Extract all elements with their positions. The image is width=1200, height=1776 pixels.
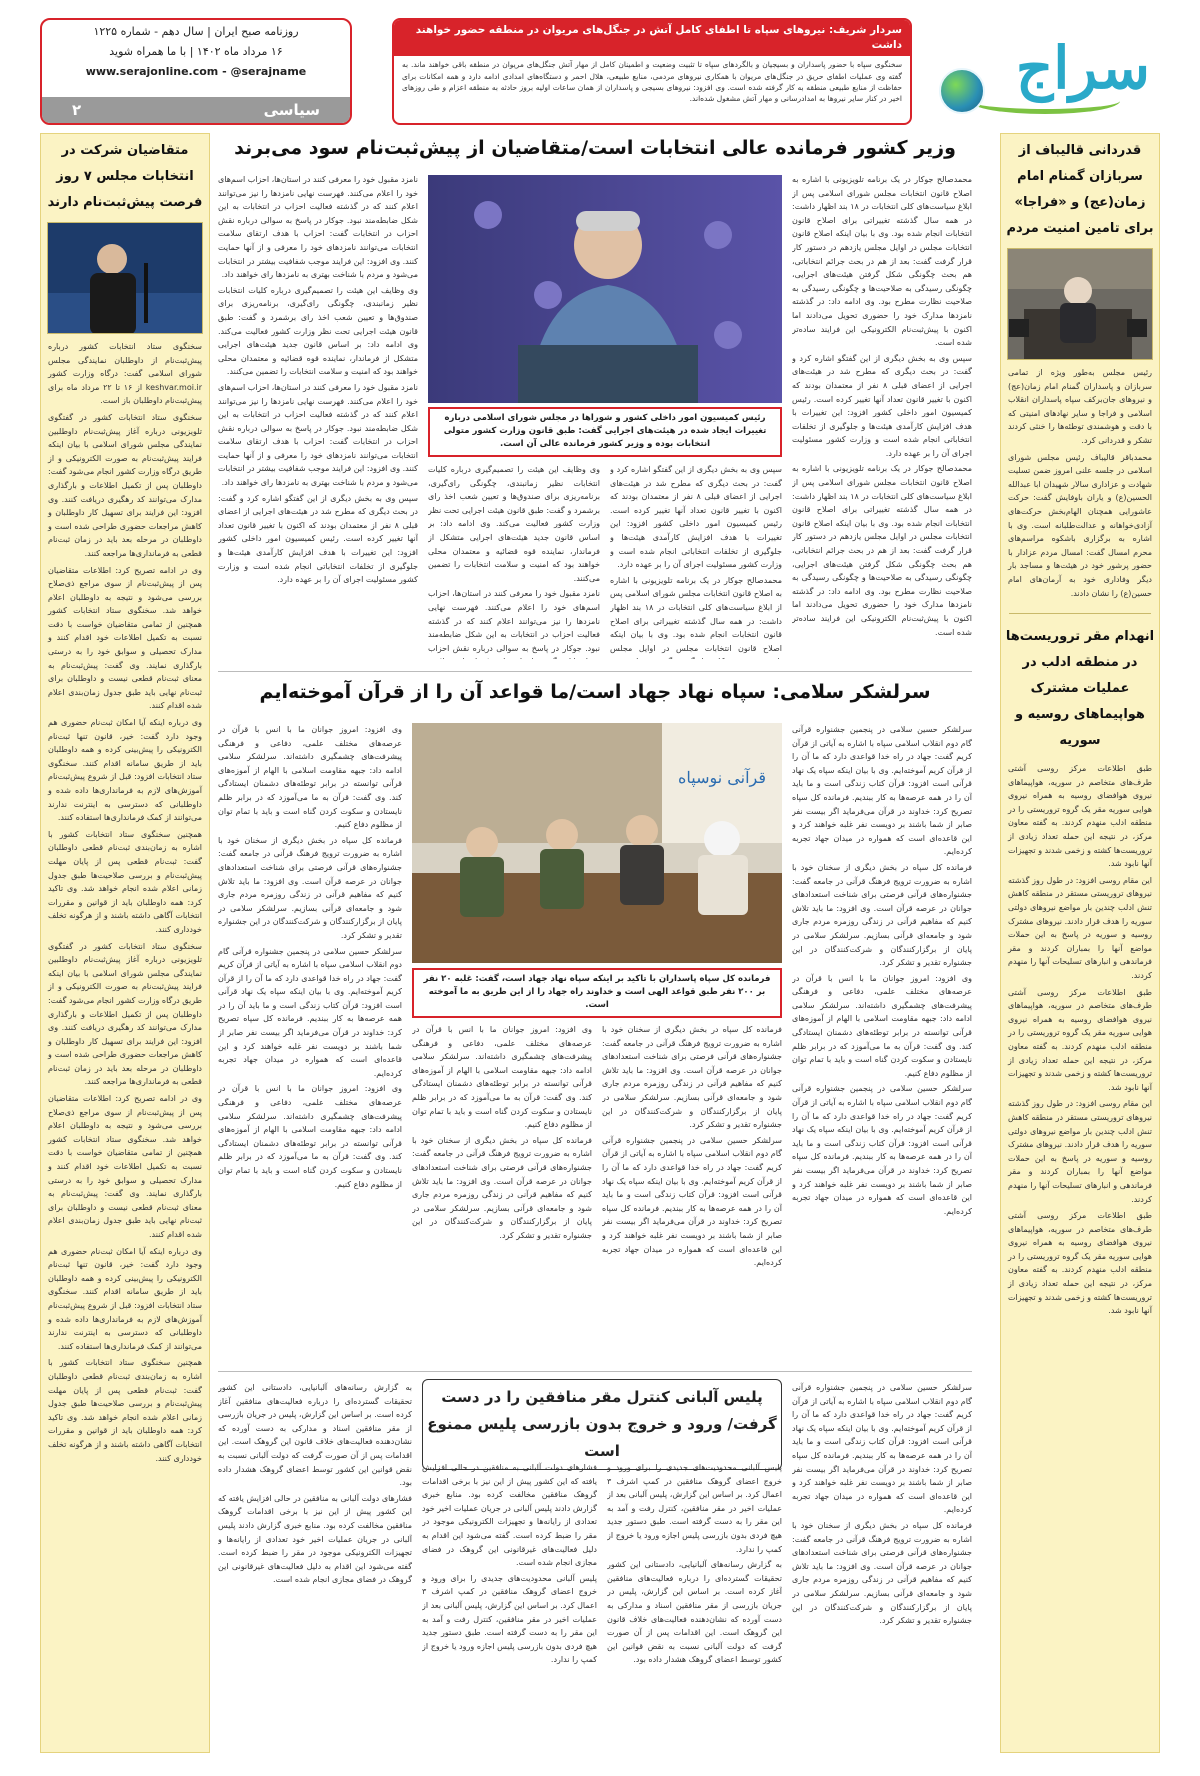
side-article-photo (47, 222, 203, 334)
paragraph: وی افزود: امروز جوانان ما با انس با قرآن در عرصه‌های مختلف علمی، دفاعی و فرهنگی پیشرفت‌های چشمگیری داشته‌اند. سرلشکر سلامی ادامه داد: جبهه مقاومت اسلامی با الهام از آموزه‌های قرآنی توانسته در برابر توطئه‌های دشمنان ایستادگی کند. وی گفت: قرآن به ما می‌آموزد که در برابر ظلم نایستادن و سکوت کردن گناه است و باید با تمام توان از مظلوم دفاع کنیم. (792, 973, 972, 1078)
paragraph: سرلشکر حسین سلامی در پنجمین جشنواره قرآنی گام دوم انقلاب اسلامی سپاه با اشاره به آیاتی از قرآن کریم گفت: جهاد در راه خدا قواعدی دارد که ما آن را از قرآن کریم آموخته‌ایم. وی با بیان اینکه سپاه یک نهاد قرآنی است افزود: قرآن کتاب زندگی است و ما باید آن را در همه عرصه‌ها به کار ببندیم. فرمانده کل سپاه تصریح کرد: خداوند در قرآن می‌فرماید اگر بیست نفر صابر از شما باشند بر دویست نفر غلبه خواهند کرد و این قاعده‌ای است که همواره در میدان جهاد تجربه کرده‌ایم. (602, 1135, 782, 1268)
paragraph: محمدصالح جوکار در یک برنامه تلویزیونی با اشاره به اصلاح قانون انتخابات مجلس شورای اسلامی پس از ابلاغ سیاست‌های کلی انتخابات در ۱۸ بند اظهار داشت: در همه سال گذشته تغییراتی برای اصلاح قانون انتخابات انجام شده بود. وی با بیان اینکه اصلاح قانون انتخابات مجلس در اوایل مجلس یازدهم در دستور کار قرار گرفت گفت: بعد از هم در بحث جرائم انتخاباتی، هم بحث چگونگی شکل گرفتن هیئت‌های اجرایی، چگونگی رسیدگی به صلاحیت‌ها و چگونگی رسیدگی به صلاحیت نظارت مطرح بود. وی ادامه داد: در گذشته نامزدها مدارک خود را حضوری تحویل می‌دادند اما اکنون با پیش‌ثبت‌نام الکترونیکی این فرایند ساده‌تر شده است. (792, 175, 972, 348)
paragraph: سخنگوی ستاد انتخابات کشور در گفتگوی تلویزیونی درباره آغاز پیش‌ثبت‌نام داوطلبین نمایندگی مجلس شورای اسلامی با بیان اینکه فرایند پیش‌ثبت‌نام به صورت الکترونیکی و از طریق درگاه وزارت کشور انجام می‌شود گفت: داوطلبان پس از تکمیل اطلاعات و بارگذاری مدارک می‌توانند کد رهگیری دریافت کنند. وی افزود: این فرایند برای تسهیل کار داوطلبان و کاهش مراجعات حضوری طراحی شده است و داوطلبان در مرحله بعد باید در زمان ثبت‌نام قطعی به فرمانداری‌ها مراجعه کنند. (48, 941, 202, 1087)
photo-caption: فرمانده کل سپاه پاسداران با تاکید بر اینکه سپاه نهاد جهاد است، گفت: غلبه ۲۰ نفر بر ۲۰۰ نفر طبق قواعد الهی است و خداوند راه جهاد را از این طریق به ما آموخته است. (412, 968, 782, 1018)
paragraph: سرلشکر حسین سلامی در پنجمین جشنواره قرآنی گام دوم انقلاب اسلامی سپاه با اشاره به آیاتی از قرآن کریم گفت: جهاد در راه خدا قواعدی دارد که ما آن را از قرآن کریم آموخته‌ایم. وی با بیان اینکه سپاه یک نهاد قرآنی است افزود: قرآن کتاب زندگی است و ما باید آن را در همه عرصه‌ها به کار ببندیم. فرمانده کل سپاه تصریح کرد: خداوند در قرآن می‌فرماید اگر بیست نفر صابر از شما باشند بر دویست نفر غلبه خواهند کرد و این قاعده‌ای است که همواره در میدان جهاد تجربه کرده‌ایم. (792, 725, 972, 857)
paragraph: پلیس آلبانی محدودیت‌های جدیدی را برای ورود و خروج اعضای گروهک منافقین در کمپ اشرف ۳ اعمال کرد. بر اساس این گزارش، پلیس آلبانی بعد از عملیات اخیر در مقر منافقین، کنترل رفت و آمد به این مقر را به دست گرفته است. طبق دستور جدید هیچ فردی بدون بازرسی پلیس اجازه ورود یا خروج از کمپ را ندارد. (607, 1463, 782, 1554)
divider (218, 671, 972, 672)
left-side-column (40, 133, 210, 1753)
article-column (792, 1381, 972, 1751)
paragraph: وی در ادامه تصریح کرد: اطلاعات متقاضیان پس از پیش‌ثبت‌نام از سوی مراجع ذی‌صلاح بررسی می‌شود و نتیجه به داوطلبان اعلام خواهد شد. سخنگوی ستاد انتخابات کشور همچنین از تمامی متقاضیان خواست با دقت نسبت به تکمیل اطلاعات خود اقدام کنند و مدارک تحصیلی و سوابق خود را به درستی بارگذاری نمایند. وی گفت: پیش‌ثبت‌نام به معنای ثبت‌نام قطعی نیست و داوطلبان برای ثبت‌نام نهایی باید طبق جدول زمان‌بندی اعلام شده اقدام کنند. (48, 565, 202, 711)
paragraph: سپس وی به بخش دیگری از این گفتگو اشاره کرد و گفت: در بحث دیگری که مطرح شد در هیئت‌های اجرایی از اعضای قبلی ۸ نفر از معتمدان بودند که اکنون با تغییر قانون تعداد آنها تغییر کرده است. رئیس کمیسیون امور داخلی کشور افزود: این تغییرات با هدف افزایش کارآمدی هیئت‌ها و جلوگیری از تخلفات انتخاباتی انجام شده است و وزارت کشور مسئولیت اجرای آن را بر عهده دارد. (218, 493, 418, 585)
paragraph: محمدباقر قالیباف رئیس مجلس شورای اسلامی در جلسه علنی امروز ضمن تسلیت شهادت و عزاداری سالار شهیدان ابا عبدالله الحسین(ع) و یاران باوفایش گفت: حرکت عاشورایی همچنان الهام‌بخش حرکت‌های آزادی‌خواهانه و عدالت‌طلبانه است. وی با اشاره به برگزاری باشکوه مراسم‌های محرم امسال گفت: امسال مردم عزادار با حضور پرشور خود در هیئت‌ها و مساجد بار دیگر وفاداری خود به آرمان‌های امام حسین(ع) را نشان دادند. (1008, 452, 1152, 598)
logo-text: سراج (1015, 34, 1150, 102)
article-photo (428, 175, 782, 403)
article-column (218, 1381, 412, 1751)
section-bar (42, 97, 350, 123)
paragraph: سپس وی به بخش دیگری از این گفتگو اشاره کرد و گفت: در بحث دیگری که مطرح شد در هیئت‌های اجرایی از اعضای قبلی ۸ نفر از معتمدان بودند که اکنون با تغییر قانون تعداد آنها تغییر کرده است. رئیس کمیسیون امور داخلی کشور افزود: این تغییرات با هدف افزایش کارآمدی هیئت‌ها و جلوگیری از تخلفات انتخاباتی انجام شده است و وزارت کشور مسئولیت اجرای آن را بر عهده دارد. (792, 353, 972, 458)
side-article-title[interactable]: متقاضیان شرکت در انتخابات مجلس ۷ روز فرصت پیش‌ثبت‌نام دارند (47, 143, 203, 210)
top-news-box[interactable] (392, 18, 912, 125)
photo-caption: رئیس کمیسیون امور داخلی کشور و شوراها در مجلس شورای اسلامی درباره تغییرات ایجاد شده در هیئت‌های اجرایی گفت: طبق قانون وزارت کشور متولی انتخابات بوده و وزیر کشور فرمانده عالی آن است. (428, 407, 782, 457)
paragraph: فرمانده کل سپاه در بخش دیگری از سخنان خود با اشاره به ضرورت ترویج فرهنگ قرآنی در جامعه گفت: جشنواره‌های قرآنی فرصتی برای شناخت استعدادهای جوانان در عرصه قرآن است. وی افزود: ما باید تلاش کنیم که مفاهیم قرآنی در زندگی روزمره مردم جاری شود و جامعه‌ای قرآنی بسازیم. سرلشکر سلامی در پایان از برگزارکنندگان و شرکت‌کنندگان در این جشنواره تقدیر و تشکر کرد. (792, 862, 972, 968)
paragraph: همچنین سخنگوی ستاد انتخابات کشور با اشاره به زمان‌بندی ثبت‌نام قطعی داوطلبان گفت: ثبت‌نام قطعی پس از پایان مهلت پیش‌ثبت‌نام و بررسی صلاحیت‌ها طبق جدول زمانی اعلام شده انجام خواهد شد. وی تاکید کرد: همه داوطلبان باید از قوانین و مقررات انتخابات آگاهی داشته باشند و از هرگونه تخلف خودداری کنند. (48, 829, 202, 934)
paragraph: سرلشکر حسین سلامی در پنجمین جشنواره قرآنی گام دوم انقلاب اسلامی سپاه با اشاره به آیاتی از قرآن کریم گفت: جهاد در راه خدا قواعدی دارد که ما آن را از قرآن کریم آموخته‌ایم. وی با بیان اینکه سپاه یک نهاد قرآنی است افزود: قرآن کتاب زندگی است و ما باید آن را در همه عرصه‌ها به کار ببندیم. فرمانده کل سپاه تصریح کرد: خداوند در قرآن می‌فرماید اگر بیست نفر صابر از شما باشند بر دویست نفر غلبه خواهند کرد و این قاعده‌ای است که همواره در میدان جهاد تجربه کرده‌ایم. (792, 1084, 972, 1216)
ceremony-photo (412, 723, 782, 963)
paragraph: طبق اطلاعات مرکز روسی آشتی طرف‌های متخاصم در سوریه، هواپیماهای نیروی هوافضای روسیه به همراه نیروی هوایی سوریه مقر یک گروه تروریستی را در منطقه ادلب منهدم کردند. به گفته معاون مرکز، در نتیجه این حمله تعداد زیادی از تروریست‌ها کشته و زخمی شدند و تجهیزات آنها نابود شد. (1008, 1211, 1152, 1316)
side-article-body (1001, 362, 1159, 607)
section-name: سیاسی (263, 101, 320, 119)
right-side-column (1000, 133, 1160, 1753)
top-news-body: سخنگوی سپاه با حضور پاسداران و بسیجیان و بالگردهای سپاه تا تثبیت وضعیت و اطمینان کامل از مهار آتش جنگل‌های مریوان در منطقه باقی خواهند ماند. به گفته وی عملیات اطفای حریق در جنگل‌های مریوان با همکاری نیروهای مردمی، منابع طبیعی، هلال احمر و دستگاه‌های امدادی ادامه دارد و همه امکانات برای حفاظت از منابع طبیعی منطقه به کار گرفته شده است. وی افزود: نیروهای بسیجی و پاسداران از همان ساعات اولیه بروز حادثه به منطقه اعزام و طی روزهای اخیر در کنار سایر نیروها به امدادرسانی و مهار آتش مشغول شده‌اند. (402, 60, 902, 104)
paragraph: نامزد مقبول خود را معرفی کنند در استان‌ها، احزاب اسم‌های خود را اعلام می‌کنند. فهرست نهایی نامزدها را نیز می‌توانند اعلام کنند که در گذشته فعالیت احزاب در انتخابات به این شکل ضابطه‌مند نبود. جوکار در پاسخ به سوالی درباره نقش احزاب در انتخابات گفت: احزاب با هدف ارتقای سلامت انتخابات می‌توانند نامزدهای خود را معرفی و از آنها حمایت کنند. وی افزود: این فرایند موجب شفافیت بیشتر در انتخابات می‌شود و مردم با شناخت بهتری به نامزدها رای خواهند داد. (218, 382, 418, 488)
spokesman-photo (47, 223, 202, 334)
top-news-title: سردار شریف: نیروهای سپاه تا اطفای کامل آتش در جنگل‌های مریوان در منطقه حضور خواهند داشت (394, 20, 910, 56)
paragraph: وی در ادامه تصریح کرد: اطلاعات متقاضیان پس از پیش‌ثبت‌نام از سوی مراجع ذی‌صلاح بررسی می‌شود و نتیجه به داوطلبان اعلام خواهد شد. سخنگوی ستاد انتخابات کشور همچنین از تمامی متقاضیان خواست با دقت نسبت به تکمیل اطلاعات خود اقدام کنند و مدارک تحصیلی و سوابق خود را به درستی بارگذاری نمایند. وی گفت: پیش‌ثبت‌نام به معنای ثبت‌نام قطعی نیست و داوطلبان برای ثبت‌نام نهایی باید طبق جدول زمان‌بندی اعلام شده اقدام کنند. (48, 1094, 202, 1239)
divider (218, 1371, 972, 1372)
paragraph: وی افزود: امروز جوانان ما با انس با قرآن در عرصه‌های مختلف علمی، دفاعی و فرهنگی پیشرفت‌های چشمگیری داشته‌اند. سرلشکر سلامی ادامه داد: جبهه مقاومت اسلامی با الهام از آموزه‌های قرآنی توانسته در برابر توطئه‌های دشمنان ایستادگی کند. وی گفت: قرآن به ما می‌آموزد که در برابر ظلم نایستادن و سکوت کردن گناه است و باید با تمام توان از مظلوم دفاع کنیم. (412, 1025, 592, 1130)
paragraph: این مقام روسی افزود: در طول روز گذشته نیروهای تروریستی مستقر در منطقه کاهش تنش ادلب چندین بار مواضع نیروهای دولتی سوریه را هدف قرار دادند. نیروهای مشترک روسیه و سوریه در پاسخ به این حملات مواضع آنها را بمباران کردند و مقر فرماندهی و انبارهای تسلیحات آنها را منهدم کردند. (1008, 1099, 1152, 1204)
paragraph: وی افزود: امروز جوانان ما با انس با قرآن در عرصه‌های مختلف علمی، دفاعی و فرهنگی پیشرفت‌های چشمگیری داشته‌اند. سرلشکر سلامی ادامه داد: جبهه مقاومت اسلامی با الهام از آموزه‌های قرآنی توانسته در برابر توطئه‌های دشمنان ایستادگی کند. وی گفت: قرآن به ما می‌آموزد که در برابر ظلم نایستادن و سکوت کردن گناه است و باید با تمام توان از مظلوم دفاع کنیم. (218, 725, 402, 830)
divider (1009, 613, 1151, 614)
paragraph: نامزد مقبول خود را معرفی کنند در استان‌ها، احزاب اسم‌های خود را اعلام می‌کنند. فهرست نهایی نامزدها را نیز می‌توانند اعلام کنند که در گذشته فعالیت احزاب در انتخابات به این شکل ضابطه‌مند نبود. جوکار در پاسخ به سوالی درباره نقش احزاب در انتخابات گفت: احزاب با هدف ارتقای سلامت انتخابات می‌توانند نامزدهای خود را معرفی و از آنها حمایت کنند. وی افزود: این فرایند موجب شفافیت بیشتر در انتخابات می‌شود و مردم با شناخت بهتری به نامزدها رای خواهند داد. (218, 175, 418, 280)
article-headline[interactable]: پلیس آلبانی کنترل مقر منافقین را در دست گرفت/ ورود و خروج بدون بازرسی پلیس ممنوع است (422, 1379, 782, 1470)
paragraph: محمدصالح جوکار در یک برنامه تلویزیونی با اشاره به اصلاح قانون انتخابات مجلس شورای اسلامی پس از ابلاغ سیاست‌های کلی انتخابات در ۱۸ بند اظهار داشت: در همه سال گذشته تغییراتی برای اصلاح قانون انتخابات انجام شده بود. وی با بیان اینکه اصلاح قانون انتخابات مجلس در اوایل مجلس یازدهم در دستور کار قرار گرفت گفت: بعد از هم در بحث جرائم انتخاباتی، هم بحث چگونگی شکل گرفتن هیئت‌های اجرایی، چگونگی رسیدگی به صلاحیت‌ها و چگونگی رسیدگی به صلاحیت نظارت مطرح بود. وی ادامه داد: در گذشته نامزدها مدارک خود را حضوری تحویل می‌دادند اما اکنون با پیش‌ثبت‌نام الکترونیکی این فرایند ساده‌تر شده است. (792, 464, 972, 637)
paragraph: فرمانده کل سپاه در بخش دیگری از سخنان خود با اشاره به ضرورت ترویج فرهنگ قرآنی در جامعه گفت: جشنواره‌های قرآنی فرصتی برای شناخت استعدادهای جوانان در عرصه قرآن است. وی افزود: ما باید تلاش کنیم که مفاهیم قرآنی در زندگی روزمره مردم جاری شود و جامعه‌ای قرآنی بسازیم. سرلشکر سلامی در پایان از برگزارکنندگان و شرکت‌کنندگان در این جشنواره تقدیر و تشکر کرد. (412, 1135, 592, 1240)
article-column (610, 463, 782, 659)
paragraph: وی وظایف این هیئت را تصمیم‌گیری درباره کلیات انتخابات نظیر زمانبندی، چگونگی رای‌گیری، برنامه‌ریزی برای صندوق‌ها و تعیین شعب اخذ رای برشمرد و گفت: طبق قانون هیئت اجرایی تحت نظر وزارت کشور فعالیت می‌کند. وی ادامه داد: بر اساس قانون جدید هیئت‌های اجرایی متشکل از فرماندار، نماینده قوه قضائیه و معتمدان محلی خواهند بود که امنیت و سلامت انتخابات را تضمین می‌کنند. (218, 285, 418, 377)
page-number: ۲ (72, 101, 82, 119)
article-headline[interactable]: سرلشکر سلامی: سپاه نهاد جهاد است/ما قواعد آن را از قرآن آموخته‌ایم (259, 681, 931, 703)
website-link[interactable]: www.serajonline.com - @serajname (85, 64, 307, 78)
paragraph: طبق اطلاعات مرکز روسی آشتی طرف‌های متخاصم در سوریه، هواپیماهای نیروی هوافضای روسیه به همراه نیروی هوایی سوریه مقر یک گروه تروریستی را در منطقه ادلب منهدم کردند. به گفته معاون مرکز، در نتیجه این حمله تعداد زیادی از تروریست‌ها کشته و زخمی شدند و تجهیزات آنها نابود شد. (1008, 987, 1152, 1092)
paragraph: محمدصالح جوکار در یک برنامه تلویزیونی با اشاره به اصلاح قانون انتخابات مجلس شورای اسلامی پس از ابلاغ سیاست‌های کلی انتخابات در ۱۸ بند اظهار داشت: در همه سال گذشته تغییراتی برای اصلاح قانون انتخابات انجام شده بود. وی با بیان اینکه اصلاح قانون انتخابات مجلس در اوایل مجلس (610, 575, 782, 653)
globe-icon (939, 68, 985, 114)
side-article-title[interactable]: انهدام مقر تروریست‌ها در منطقه ادلب در عملیات مشترک هواپیماهای روسیه و سوریه (1005, 629, 1155, 749)
paragraph: سرلشکر حسین سلامی در پنجمین جشنواره قرآنی گام دوم انقلاب اسلامی سپاه با اشاره به آیاتی از قرآن کریم گفت: جهاد در راه خدا قواعدی دارد که ما آن را از قرآن کریم آموخته‌ایم. وی با بیان اینکه سپاه یک نهاد قرآنی است افزود: قرآن کتاب زندگی است و ما باید آن را در همه عرصه‌ها به کار ببندیم. فرمانده کل سپاه تصریح کرد: خداوند در قرآن می‌فرماید اگر بیست نفر صابر از شما باشند بر دویست نفر غلبه خواهند کرد و این قاعده‌ای است که همواره در میدان جهاد تجربه کرده‌ایم. (792, 1383, 972, 1515)
date-line: ۱۶ مرداد ماه ۱۴۰۲ | با ما همراه شوید (109, 44, 283, 58)
paragraph: سخنگوی ستاد انتخابات کشور در گفتگوی تلویزیونی درباره آغاز پیش‌ثبت‌نام داوطلبین نمایندگی مجلس شورای اسلامی با بیان اینکه فرایند پیش‌ثبت‌نام به صورت الکترونیکی و از طریق درگاه وزارت کشور انجام می‌شود گفت: داوطلبان پس از تکمیل اطلاعات و بارگذاری مدارک می‌توانند کد رهگیری دریافت کنند. وی افزود: این فرایند برای تسهیل کار داوطلبان و کاهش مراجعات حضوری طراحی شده است و داوطلبان در مرحله بعد باید در زمان ثبت‌نام قطعی به فرمانداری‌ها مراجعه کنند. (48, 412, 202, 558)
logo[interactable] (920, 18, 1160, 125)
article-column (428, 463, 600, 659)
paragraph: فشارهای دولت آلبانی به منافقین در حالی افزایش یافته که این کشور پیش از این نیز با برخی اقدامات گروهک منافقین مخالفت کرده بود. منابع خبری گزارش دادند پلیس آلبانی در جریان عملیات اخیر خود تعدادی از رایانه‌ها و تجهیزات الکترونیکی موجود در مقر را ضبط کرده است. گفته می‌شود این اقدام به دلیل فعالیت‌های غیرقانونی این گروهک در فضای مجازی انجام شده است. (422, 1463, 597, 1568)
article-column (792, 723, 972, 1363)
side-article-body (41, 336, 209, 1472)
paragraph: نامزد مقبول خود را معرفی کنند در استان‌ها، احزاب اسم‌های خود را اعلام می‌کنند. فهرست نهایی نامزدها را نیز می‌توانند اعلام کنند که در گذشته فعالیت احزاب در انتخابات به این شکل ضابطه‌مند نبود. جوکار در پاسخ به سوالی درباره نقش احزاب (428, 589, 600, 653)
paragraph: به گزارش رسانه‌های آلبانیایی، دادستانی این کشور تحقیقات گسترده‌ای را درباره فعالیت‌های منافقین آغاز کرده است. بر اساس این گزارش، پلیس در جریان بازرسی از مقر منافقین اسناد و مدارکی به دست آورده که نشان‌دهنده فعالیت‌های خلاف قانون این گروهک است. این اقدامات پس از آن صورت گرفت که دولت آلبانی نسبت به نقض قوانین این کشور توسط اعضای گروهک هشدار داده بود. (607, 1560, 782, 1665)
paragraph: سپس وی به بخش دیگری از این گفتگو اشاره کرد و گفت: در بحث دیگری که مطرح شد در هیئت‌های اجرایی از اعضای قبلی ۸ نفر از معتمدان بودند که اکنون با تغییر قانون تعداد آنها تغییر کرده است. رئیس کمیسیون امور داخلی کشور افزود: این تغییرات با هدف افزایش کارآمدی هیئت‌ها و جلوگیری از تخلفات انتخاباتی انجام شده است و وزارت کشور مسئولیت اجرای آن را بر عهده دارد. (610, 465, 782, 570)
paragraph: به گزارش رسانه‌های آلبانیایی، دادستانی این کشور تحقیقات گسترده‌ای را درباره فعالیت‌های منافقین آغاز کرده است. بر اساس این گزارش، پلیس در جریان بازرسی از مقر منافقین اسناد و مدارکی به دست آورده که نشان‌دهنده فعالیت‌های خلاف قانون این گروهک است. این اقدامات پس از آن صورت گرفت که دولت آلبانی نسبت به نقض قوانین این کشور توسط اعضای گروهک هشدار داده بود. (218, 1383, 412, 1488)
photo-banner-text: قرآنی نوسپاه (677, 768, 767, 787)
article-column (607, 1461, 782, 1751)
paragraph: وی وظایف این هیئت را تصمیم‌گیری درباره کلیات انتخابات نظیر زمانبندی، چگونگی رای‌گیری، برنامه‌ریزی برای صندوق‌ها و تعیین شعب اخذ رای برشمرد و گفت: طبق قانون هیئت اجرایی تحت نظر وزارت کشور فعالیت می‌کند. وی ادامه داد: بر اساس قانون جدید هیئت‌های اجرایی متشکل از فرماندار، نماینده قوه قضائیه و معتمدان محلی خواهند بود که امنیت و سلامت انتخابات را تضمین می‌کنند. (428, 465, 600, 583)
paragraph: فرمانده کل سپاه در بخش دیگری از سخنان خود با اشاره به ضرورت ترویج فرهنگ قرآنی در جامعه گفت: جشنواره‌های قرآنی فرصتی برای شناخت استعدادهای جوانان در عرصه قرآن است. وی افزود: ما باید تلاش کنیم که مفاهیم قرآنی در زندگی روزمره مردم جاری شود و جامعه‌ای قرآنی بسازیم. سرلشکر سلامی در پایان از برگزارکنندگان و شرکت‌کنندگان در این جشنواره تقدیر و تشکر کرد. (602, 1025, 782, 1130)
article-column (218, 173, 418, 659)
side-article-body (1001, 758, 1159, 1325)
article-headline[interactable]: وزیر کشور فرمانده عالی انتخابات است/متقاضیان از پیش‌ثبت‌نام سود می‌برند (234, 137, 956, 159)
article-photo (412, 723, 782, 963)
paragraph: فرمانده کل سپاه در بخش دیگری از سخنان خود با اشاره به ضرورت ترویج فرهنگ قرآنی در جامعه گفت: جشنواره‌های قرآنی فرصتی برای شناخت استعدادهای جوانان در عرصه قرآن است. وی افزود: ما باید تلاش کنیم که مفاهیم قرآنی در زندگی روزمره مردم جاری شود و جامعه‌ای قرآنی بسازیم. سرلشکر سلامی در پایان از برگزارکنندگان و شرکت‌کنندگان در این جشنواره تقدیر و تشکر کرد. (218, 835, 402, 940)
paragraph: وی درباره اینکه آیا امکان ثبت‌نام حضوری هم وجود دارد گفت: خیر، قانون تنها ثبت‌نام الکترونیکی را پیش‌بینی کرده و همه داوطلبان باید از طریق سامانه اقدام کنند. سخنگوی ستاد انتخابات افزود: قبل از شروع پیش‌ثبت‌نام آموزش‌های لازم به فرمانداری‌ها داده شده و داوطلبانی که دسترسی به اینترنت ندارند می‌توانند از کمک فرمانداری‌ها استفاده کنند. (48, 1246, 202, 1351)
article-column (792, 173, 972, 659)
issue-info-box (40, 18, 352, 125)
article-column (218, 723, 402, 1363)
paragraph: رئیس مجلس به‌طور ویژه از تمامی سربازان و پاسداران گمنام امام زمان(عج) و نیروهای جان‌برکف سپاه پاسداران انقلاب اسلامی و فراجا و سایر نهادهای امنیتی که با دقت و هوشمندی توطئه‌ها را خنثی کردند تشکر و قدردانی کرد. (1008, 368, 1152, 445)
paragraph: سخنگوی ستاد انتخابات کشور درباره پیش‌ثبت‌نام از داوطلبان نمایندگی مجلس شورای اسلامی گفت: درگاه وزارت کشور keshvar.moi.ir از ۱۶ تا ۲۲ مرداد ماه برای پیش‌ثبت‌نام داوطلبان باز است. (48, 342, 203, 406)
paragraph: وی افزود: امروز جوانان ما با انس با قرآن در عرصه‌های مختلف علمی، دفاعی و فرهنگی پیشرفت‌های چشمگیری داشته‌اند. سرلشکر سلامی ادامه داد: جبهه مقاومت اسلامی با الهام از آموزه‌های قرآنی توانسته در برابر توطئه‌های دشمنان ایستادگی کند. وی گفت: قرآن به ما می‌آموزد که در برابر ظلم نایستادن و سکوت کردن گناه است و باید با تمام توان از مظلوم دفاع کنیم. (218, 1084, 402, 1189)
paragraph: این مقام روسی افزود: در طول روز گذشته نیروهای تروریستی مستقر در منطقه کاهش تنش ادلب چندین بار مواضع نیروهای دولتی سوریه را هدف قرار دادند. نیروهای مشترک روسیه و سوریه در پاسخ به این حملات مواضع آنها را بمباران کردند و مقر فرماندهی و انبارهای تسلیحات آنها را منهدم کردند. (1008, 875, 1152, 980)
paragraph: فشارهای دولت آلبانی به منافقین در حالی افزایش یافته که این کشور پیش از این نیز با برخی اقدامات گروهک منافقین مخالفت کرده بود. منابع خبری گزارش دادند پلیس آلبانی در جریان عملیات اخیر خود تعدادی از رایانه‌ها و تجهیزات الکترونیکی موجود در مقر را ضبط کرده است. گفته می‌شود این اقدام به دلیل فعالیت‌های غیرقانونی این گروهک در فضای مجازی انجام شده است. (218, 1493, 412, 1585)
article-column (602, 1023, 782, 1363)
paper-line: روزنامه صبح ایران | سال دهم - شماره ۱۲۲۵ (93, 25, 299, 38)
article-column (412, 1023, 592, 1363)
paragraph: طبق اطلاعات مرکز روسی آشتی طرف‌های متخاصم در سوریه، هواپیماهای نیروی هوافضای روسیه به همراه نیروی هوایی سوریه مقر یک گروه تروریستی را در منطقه ادلب منهدم کردند. به گفته معاون مرکز، در نتیجه این حمله تعداد زیادی از تروریست‌ها کشته و زخمی شدند و تجهیزات آنها نابود شد. (1008, 764, 1152, 869)
side-article-title[interactable]: قدردانی قالیباف از سربازان گمنام امام زمان(عج) و «فراجا» برای تامین امنیت مردم (1006, 143, 1154, 236)
minister-photo (428, 175, 782, 403)
masthead (40, 18, 1160, 125)
paragraph: سرلشکر حسین سلامی در پنجمین جشنواره قرآنی گام دوم انقلاب اسلامی سپاه با اشاره به آیاتی از قرآن کریم گفت: جهاد در راه خدا قواعدی دارد که ما آن را از قرآن کریم آموخته‌ایم. وی با بیان اینکه سپاه یک نهاد قرآنی است افزود: قرآن کتاب زندگی است و ما باید آن را در همه عرصه‌ها به کار ببندیم. فرمانده کل سپاه تصریح کرد: خداوند در قرآن می‌فرماید اگر بیست نفر صابر از شما باشند بر دویست نفر غلبه خواهند کرد و این قاعده‌ای است که همواره در میدان جهاد تجربه کرده‌ایم. (218, 946, 402, 1078)
side-article-photo (1007, 248, 1153, 360)
paragraph: فرمانده کل سپاه در بخش دیگری از سخنان خود با اشاره به ضرورت ترویج فرهنگ قرآنی در جامعه گفت: جشنواره‌های قرآنی فرصتی برای شناخت استعدادهای جوانان در عرصه قرآن است. وی افزود: ما باید تلاش کنیم که مفاهیم قرآنی در زندگی روزمره مردم جاری شود و جامعه‌ای قرآنی بسازیم. سرلشکر سلامی در پایان از برگزارکنندگان و شرکت‌کنندگان در این جشنواره تقدیر و تشکر کرد. (792, 1520, 972, 1626)
paragraph: وی درباره اینکه آیا امکان ثبت‌نام حضوری هم وجود دارد گفت: خیر، قانون تنها ثبت‌نام الکترونیکی را پیش‌بینی کرده و همه داوطلبان باید از طریق سامانه اقدام کنند. سخنگوی ستاد انتخابات افزود: قبل از شروع پیش‌ثبت‌نام آموزش‌های لازم به فرمانداری‌ها داده شده و داوطلبانی که دسترسی به اینترنت ندارند می‌توانند از کمک فرمانداری‌ها استفاده کنند. (48, 718, 202, 823)
parliament-photo (1007, 249, 1152, 360)
article-column (422, 1461, 597, 1751)
paragraph: پلیس آلبانی محدودیت‌های جدیدی را برای ورود و خروج اعضای گروهک منافقین در کمپ اشرف ۳ اعمال کرد. بر اساس این گزارش، پلیس آلبانی بعد از عملیات اخیر در مقر منافقین، کنترل رفت و آمد به این مقر را به دست گرفته است. طبق دستور جدید هیچ فردی بدون بازرسی پلیس اجازه ورود یا خروج از کمپ را ندارد. (422, 1573, 597, 1665)
paragraph: همچنین سخنگوی ستاد انتخابات کشور با اشاره به زمان‌بندی ثبت‌نام قطعی داوطلبان گفت: ثبت‌نام قطعی پس از پایان مهلت پیش‌ثبت‌نام و بررسی صلاحیت‌ها طبق جدول زمانی اعلام شده انجام خواهد شد. وی تاکید کرد: همه داوطلبان باید از قوانین و مقررات انتخابات آگاهی داشته باشند و از هرگونه تخلف خودداری کنند. (48, 1358, 202, 1463)
